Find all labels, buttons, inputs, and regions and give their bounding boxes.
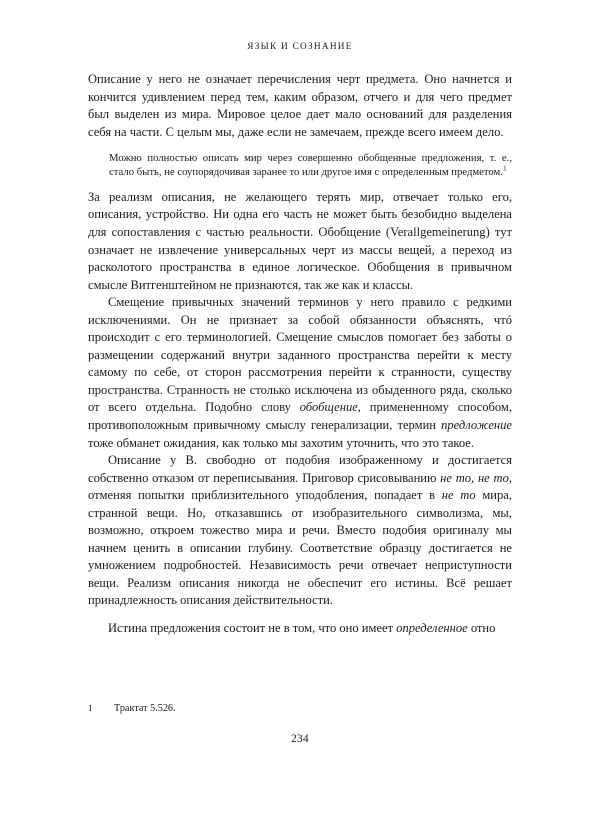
- paragraph-text: , примененному способом, противоположным привычному смыслу генерализации, термин: [88, 400, 512, 432]
- emphasis-text: предложение: [441, 417, 512, 432]
- body-paragraph: [88, 620, 512, 638]
- body-paragraph: [88, 452, 512, 610]
- emphasis-text: обобщение: [299, 400, 358, 415]
- body-paragraph: [88, 71, 512, 141]
- emphasis-text: не то, не то: [440, 470, 509, 485]
- block-quote-paragraph: [109, 151, 512, 180]
- footnote: [88, 702, 512, 716]
- page-number: 234: [291, 733, 309, 745]
- footnote-reference[interactable]: 1: [503, 163, 507, 173]
- paragraph-text: За реализм описания, не желающего терять мир, отвечает только его, описания, устройство. Ни одна его часть не может быть безобидно выделена для сопоставления с частью реальности. Обобщение (Verallgemeinerung) тут означает не извлечение универсальных черт из массы вещей, а переход из расколотого пространства в единое логическое. Обобщения в привычном смысле Витгенштейном не признаются, так же как и классы.: [88, 189, 512, 292]
- body-paragraph: [88, 294, 512, 452]
- emphasis-text: не то: [441, 488, 476, 503]
- body-paragraph: [88, 189, 512, 294]
- paragraph-text: , отменяя попытки приблизительного уподобления, попадает в: [88, 470, 512, 503]
- paragraph-text: Описание у него не означает перечисления черт предмета. Оно начнется и кончится удивлением перед тем, каким образом, отчего и для чего предмет был выделен из мира. Мировое целое дает мало оснований для разделения себя на части. С целым мы, даже если не замечаем, прежде всего имеем дело.: [88, 72, 512, 139]
- block-quote: [88, 151, 512, 180]
- footnote-text: Трактат 5.526.: [114, 703, 176, 714]
- running-head: ЯЗЫК И СОЗНАНИЕ: [247, 42, 353, 52]
- emphasis-text: определенное: [396, 621, 468, 635]
- paragraph-text: Смещение привычных значений терминов у него правило с редкими исключениями. Он не признает за собой обязанности объяснять, чтó происходит с его терминологией. Смещение смыслов помогает без заботы о размещении содержаний внутри заданного пространства перейти к месту самому по себе, от сторон рассмотрения перейти к странности, существу пространства. Странность не столько исключена из обыденного ряда, сколько от всего отдельна. Подобно слову: [88, 295, 512, 415]
- footnote-number: 1: [88, 704, 93, 714]
- paragraph-text: тоже обманет ожидания, как только мы захотим уточнить, что это такое.: [88, 435, 475, 450]
- paragraph-text: мира, странной вещи. Но, отказавшись от изобразительного символизма, мы, возможно, откроем тожество мира и речи. Вместо подобия оригиналу мы начнем ценить в описании глубину. Соответствие образцу достигается не умножением подробностей. Независимость речи отвечает неприступности вещи. Реализм описания никогда не обеспечит его истины. Всё решает принадлежность описания действительности.: [88, 488, 512, 608]
- footnote-area: [88, 702, 512, 716]
- paragraph-text: Описание у В. свободно от подобия изображенному и достигается собственно отказом от переписывания. Приговор срисовыванию: [88, 453, 512, 485]
- paragraph-text: Истина предложения состоит не в том, что оно имеет: [108, 621, 397, 635]
- text-column: [88, 71, 512, 638]
- paragraph-text: Можно полностью описать мир через совершенно обобщенные предложения, т. е., стало быть, не соупорядочивая заранее то или другое имя с определенным предметом.: [109, 151, 512, 179]
- paragraph-text: отно: [467, 621, 496, 635]
